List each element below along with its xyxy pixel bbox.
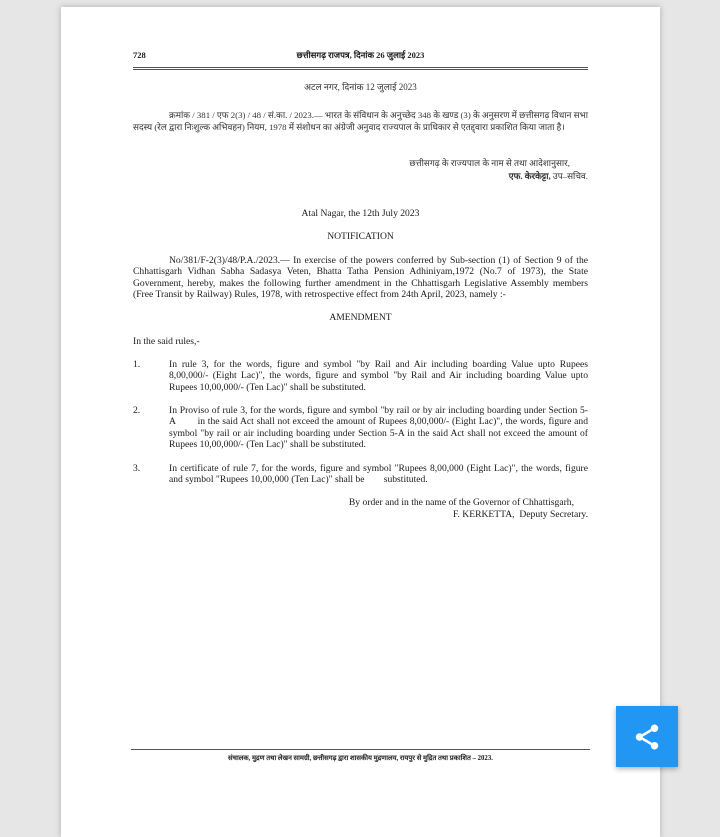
order-text: By order and in the name of the Governor of Chhattisgarh, xyxy=(348,497,574,508)
gazette-title: छत्तीसगढ़ राजपत्र, दिनांक 26 जुलाई 2023 xyxy=(296,50,425,60)
gazette-page xyxy=(61,7,660,837)
share-icon xyxy=(632,722,662,752)
item-text: In certificate of rule 7, for the words, figure and symbol "Rupees 8,00,000 (Eight Lac)", the words, figure and symbol "Rupees 10,00,000 (Ten Lac)" shall be substituted. xyxy=(169,463,591,486)
share-button[interactable] xyxy=(616,706,678,767)
header-rule xyxy=(133,67,588,68)
hindi-signer-line xyxy=(133,171,588,182)
footer-rule xyxy=(131,749,590,750)
hindi-governor-text: छत्तीसगढ़ के राज्यपाल के नाम से तथा आदेशानुसार, xyxy=(409,158,570,168)
said-rules-line: In the said rules,- xyxy=(133,336,200,347)
item-number: 1. xyxy=(133,359,141,370)
hindi-date-line: अटल नगर, दिनांक 12 जुलाई 2023 xyxy=(304,82,417,92)
english-body-text: No/381/F-2(3)/48/P.A./2023.— In exercise of the powers conferred by Sub-section (1) of Section 9 of the Chhattisgarh Vidhan Sabha Sadasya Veten, Bhatta Tatha Pension Adhiniyam,1972 (No.7 of 1973), the State Government, hereby, makes the following further amendment in the Chhattisgarh Legislative Assembly members (Free Transit by Railway) Rules, 1978, with retrospective effect from 24th April, 2023, namely :- xyxy=(133,255,588,301)
hindi-signer-name: एफ. केरकेट्टा, xyxy=(508,171,551,181)
gazette-header xyxy=(133,50,588,64)
hindi-governor-line xyxy=(133,158,588,169)
item-text: In Proviso of rule 3, for the words, figure and symbol "by rail or by air including boarding under Section 5-A in the said Act shall not exceed the amount of Rupees 8,00,000/- (Eight Lac)", the words, figure and symbol "by rail or air including boarding under Section 5-A in the said Act shall not exceed the amount of Rupees 10,00,000/- (Ten Lac)" shall be substituted. xyxy=(169,405,591,451)
order-line xyxy=(133,497,588,508)
amendment-heading: AMENDMENT xyxy=(329,312,392,323)
english-date-line: Atal Nagar, the 12th July 2023 xyxy=(301,208,420,219)
gazette-footer: संचालक, मुद्रण तथा लेखन सामग्री, छत्तीसगढ़ द्वारा शासकीय मुद्रणालय, रायपुर से मुद्रित तथा प्रकाशित – 2023. xyxy=(228,755,493,762)
english-signer-line: F. KERKETTA, Deputy Secretary. xyxy=(452,509,588,520)
item-number: 3. xyxy=(133,463,141,474)
notification-heading: NOTIFICATION xyxy=(327,231,394,242)
header-rule-double xyxy=(133,69,588,70)
hindi-notification-body xyxy=(133,109,588,133)
hindi-body-text: क्रमांक / 381 / एफ 2(3) / 48 / सं.का. / 2023.— भारत के संविधान के अनुच्छेद 348 के खण्ड (3) के अनुसरण में छत्तीसगढ़ विधान सभा सदस्य (रेल द्वारा निःशुल्क अभिवहन) नियम, 1978 में संशोधन का अंग्रेजी अनुवाद राज्यपाल के प्राधिकार से एतद्द्वारा प्रकाशित किया जाता है। xyxy=(133,110,589,132)
item-number: 2. xyxy=(133,405,141,416)
page-number: 728 xyxy=(133,50,146,60)
item-text: In rule 3, for the words, figure and symbol "by Rail and Air including boarding Value upto Rupees 8,00,000/- (Eight Lac)", the words, figure and symbol "by Rail and Air including boarding Value upto Rupees 10,00,000/- (Ten Lac)" shall be substituted. xyxy=(169,359,588,393)
english-notification-body xyxy=(133,255,588,301)
hindi-signer-post: उप–सचिव. xyxy=(552,171,588,181)
